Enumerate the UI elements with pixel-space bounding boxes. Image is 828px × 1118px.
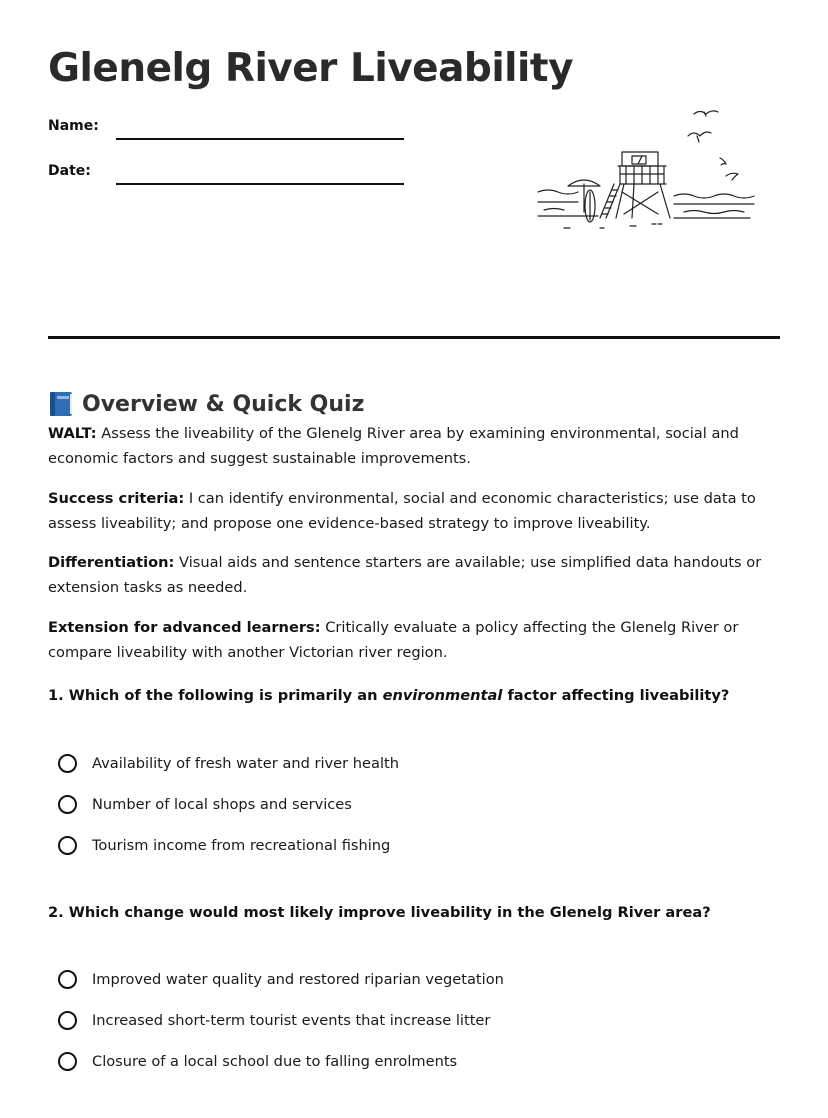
question-1 — [48, 687, 780, 704]
radio-button[interactable] — [58, 836, 77, 855]
option-label: Availability of fresh water and river health — [92, 754, 399, 772]
date-label: Date: — [48, 163, 91, 179]
question-1-option-1[interactable] — [58, 750, 399, 776]
success-criteria-paragraph — [48, 487, 780, 536]
differentiation-paragraph — [48, 551, 780, 600]
name-field-line[interactable] — [116, 138, 404, 140]
differentiation-label: Differentiation: — [48, 554, 175, 571]
success-criteria-text: I can identify environmental, social and economic characteristics; use data to assess liveability; and propose one evidence-based strategy to improve liveability. — [48, 490, 756, 532]
option-label: Tourism income from recreational fishing — [92, 836, 391, 854]
radio-button[interactable] — [58, 1011, 77, 1030]
question-2-option-3[interactable] — [58, 1048, 457, 1074]
radio-button[interactable] — [58, 970, 77, 989]
extension-label: Extension for advanced learners: — [48, 619, 321, 636]
question-1-emphasis: environmental — [382, 687, 503, 704]
question-2-option-1[interactable] — [58, 966, 504, 992]
overview-heading-text: Overview & Quick Quiz — [82, 391, 365, 417]
section-divider — [48, 336, 780, 339]
radio-button[interactable] — [58, 795, 77, 814]
question-2-option-2[interactable] — [58, 1007, 490, 1033]
question-1-option-3[interactable] — [58, 832, 390, 858]
page-title: Glenelg River Liveability — [48, 46, 573, 91]
date-field-line[interactable] — [116, 183, 404, 185]
radio-button[interactable] — [58, 754, 77, 773]
extension-text: Critically evaluate a policy affecting the Glenelg River or compare liveability with another Victorian river region. — [48, 619, 739, 661]
extension-paragraph — [48, 616, 780, 665]
worksheet-page — [48, 0, 780, 1118]
option-label: Improved water quality and restored riparian vegetation — [92, 970, 504, 988]
name-label: Name: — [48, 118, 99, 134]
question-1-prefix: 1. Which of the following is primarily an — [48, 687, 378, 704]
option-label: Increased short-term tourist events that increase litter — [92, 1011, 491, 1029]
differentiation-text: Visual aids and sentence starters are available; use simplified data handouts or extension tasks as needed. — [48, 554, 762, 596]
seagull-icon — [720, 158, 726, 165]
radio-button[interactable] — [58, 1052, 77, 1071]
option-label: Closure of a local school due to falling enrolments — [92, 1052, 458, 1070]
beach-lifeguard-tower-illustration — [534, 104, 756, 232]
seagull-icon — [726, 173, 738, 180]
seagull-icon — [694, 111, 718, 114]
question-1-option-2[interactable] — [58, 791, 352, 817]
walt-label: WALT: — [48, 425, 97, 442]
question-1-suffix: factor affecting liveability? — [507, 687, 730, 704]
overview-heading — [48, 390, 364, 418]
seagull-icon — [688, 132, 711, 136]
blue-book-icon — [48, 390, 74, 418]
success-criteria-label: Success criteria: — [48, 490, 185, 507]
option-label: Number of local shops and services — [92, 795, 352, 813]
walt-text: Assess the liveability of the Glenelg River area by examining environmental, social and economic factors and suggest sustainable improvements. — [48, 425, 739, 467]
walt-paragraph — [48, 422, 780, 471]
question-2: 2. Which change would most likely improve liveability in the Glenelg River area? — [48, 904, 711, 921]
